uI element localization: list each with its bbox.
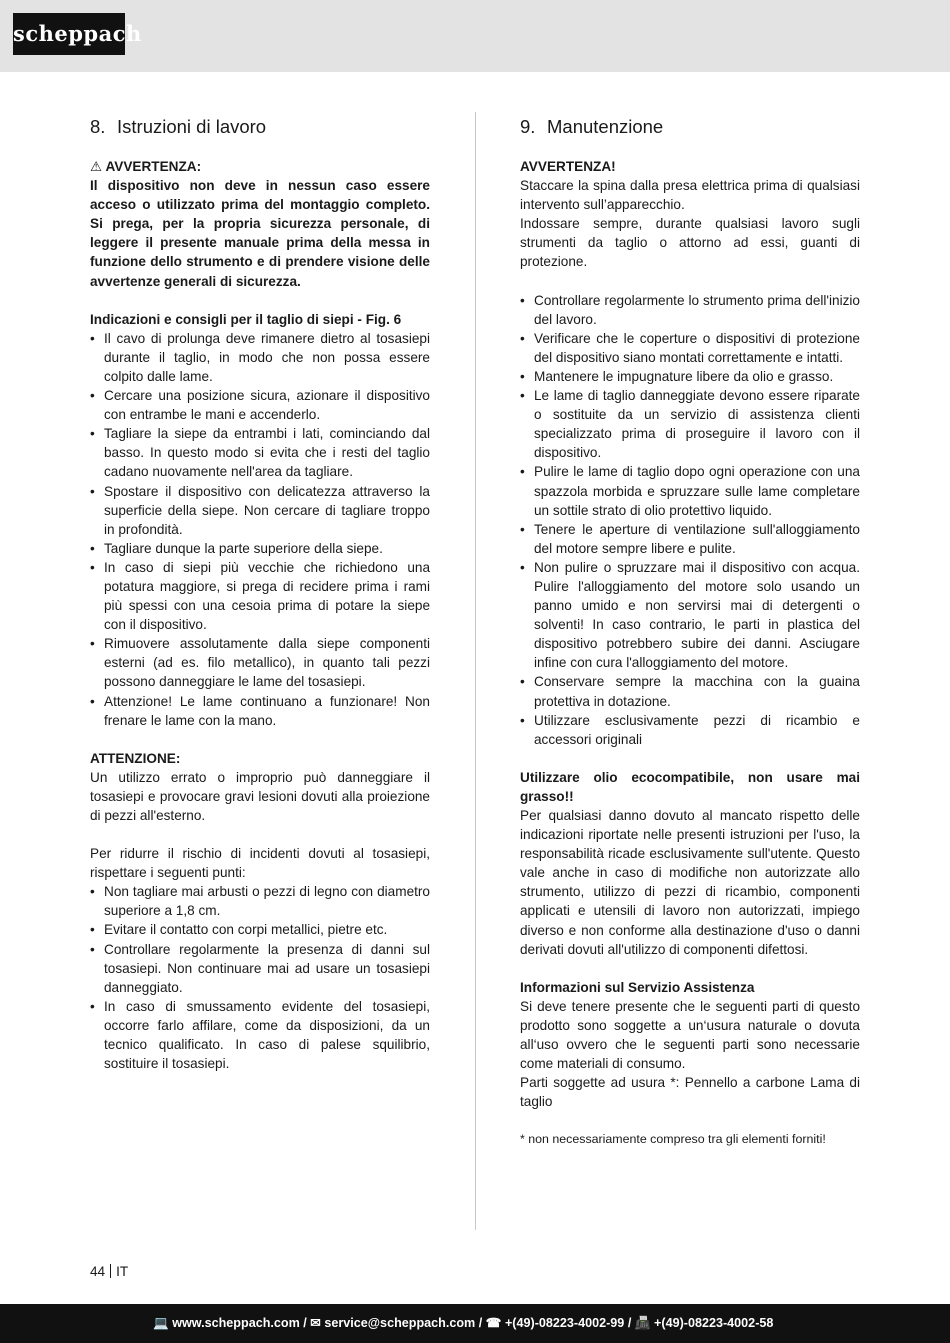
website-link[interactable]: www.scheppach.com bbox=[172, 1316, 300, 1330]
risk-list bbox=[90, 882, 430, 1073]
list-item: • Tagliare dunque la parte superiore della siepe. bbox=[90, 539, 430, 558]
hedge-heading: Indicazioni e consigli per il taglio di siepi - Fig. 6 bbox=[90, 311, 402, 327]
footnote: * non necessariamente compreso tra gli elementi forniti! bbox=[520, 1132, 826, 1147]
attention-heading: ATTENZIONE: bbox=[90, 750, 181, 766]
list-item: • Attenzione! Le lame continuano a funzionare! Non frenare le lame con la mano. bbox=[90, 692, 430, 730]
list-item: • Non tagliare mai arbusti o pezzi di legno con diametro superiore a 1,8 cm. bbox=[90, 882, 430, 920]
page-header bbox=[0, 0, 950, 72]
list-item: • Mantenere le impugnature libere da olio e grasso. bbox=[520, 367, 860, 386]
page-number: 44 IT bbox=[90, 1264, 129, 1279]
section-work-instructions bbox=[90, 116, 430, 1073]
column-divider bbox=[475, 112, 476, 1230]
list-item: • Controllare regolarmente la presenza di danni sul tosasiepi. Non continuare mai ad usare un tosasiepi danneggiato. bbox=[90, 940, 430, 997]
list-item: • Spostare il dispositivo con delicatezza attraverso la superficie della siepe. Non cercare di tagliare troppo in profondità. bbox=[90, 482, 430, 539]
warning-text: Staccare la spina dalla presa elettrica prima di qualsiasi intervento sull’apparecchio. bbox=[520, 178, 860, 213]
email-link[interactable]: service@scheppach.com bbox=[324, 1316, 476, 1330]
phone-icon: ☎ bbox=[485, 1316, 502, 1330]
warning-text: Il dispositivo non deve in nessun caso essere acceso o utilizzato prima del montaggio completo. Si prega, per la propria sicurezza personale, di leggere il presente manuale prima della messa in funzione dello strumento e di prendere visione delle avvertenze generali di sicurezza. bbox=[90, 178, 430, 289]
maintenance-list bbox=[520, 291, 860, 749]
list-item: • Rimuovere assolutamente dalla siepe componenti esterni (ad es. filo metallico), in quanto tali pezzi possono danneggiare le lame del tosasiepi. bbox=[90, 634, 430, 691]
service-heading: Informazioni sul Servizio Assistenza bbox=[520, 979, 755, 995]
list-item: • Le lame di taglio danneggiate devono essere riparate o sostituite da un servizio di assistenza clienti specializzato prima di proseguire il lavoro con il dispositivo. bbox=[520, 386, 860, 462]
wear-parts-text: Parti soggette ad usura *: Pennello a carbone Lama di taglio bbox=[520, 1075, 860, 1110]
scheppach-logo: scheppach bbox=[13, 13, 125, 55]
list-item: • In caso di siepi più vecchie che richiedono una potatura maggiore, si prega di recidere prima i rami più spessi con una cesoia prima di potare la siepe con il dispositivo. bbox=[90, 558, 430, 634]
warning-heading: AVVERTENZA! bbox=[520, 159, 616, 174]
warning-text: Indossare sempre, durante qualsiasi lavoro sugli strumenti da taglio o attorno ad essi, guanti di protezione. bbox=[520, 216, 860, 270]
oil-heading: Utilizzare olio ecocompatibile, non usare mai grasso!! bbox=[520, 769, 860, 804]
list-item: • Cercare una posizione sicura, azionare il dispositivo con entrambe le mani e accenderlo. bbox=[90, 386, 430, 424]
list-item: • Pulire le lame di taglio dopo ogni operazione con una spazzola morbida e spruzzare sulle lame completare un sottile strato di olio protettivo liquido. bbox=[520, 462, 860, 519]
list-item: • Controllare regolarmente lo strumento prima dell'inizio del lavoro. bbox=[520, 291, 860, 329]
list-item: • Non pulire o spruzzare mai il dispositivo con acqua. Pulire l'alloggiamento del motore solo usando un panno umido e non servirsi mai di detergenti o solventi! In caso contrario, le parti in plastica del dispositivo potrebbero subire dei danni. Asciugare infine con cura l'alloggiamento del motore. bbox=[520, 558, 860, 673]
warning-heading: ⚠ AVVERTENZA: bbox=[90, 159, 202, 174]
list-item: • Il cavo di prolunga deve rimanere dietro al tosasiepi durante il taglio, in modo che non possa essere colpito dalle lame. bbox=[90, 329, 430, 386]
risk-intro: Per ridurre il rischio di incidenti dovuti al tosasiepi, rispettare i seguenti punti: bbox=[90, 846, 430, 881]
warning-icon: ⚠ bbox=[90, 159, 103, 174]
computer-icon: 💻 bbox=[153, 1316, 169, 1330]
list-item: • Evitare il contatto con corpi metallici, pietre etc. bbox=[90, 920, 430, 939]
list-item: • Conservare sempre la macchina con la guaina protettiva in dotazione. bbox=[520, 672, 860, 710]
list-item: • Verificare che le coperture o dispositivi di protezione del dispositivo siano montati correttamente e intatti. bbox=[520, 329, 860, 367]
list-item: • Tenere le aperture di ventilazione sull'alloggiamento del motore sempre libere e pulite. bbox=[520, 520, 860, 558]
attention-text: Un utilizzo errato o improprio può danneggiare il tosasiepi e provocare gravi lesioni dovuti alla proiezione di pezzi all'esterno. bbox=[90, 769, 430, 823]
section-title: 8. Istruzioni di lavoro bbox=[90, 116, 267, 137]
service-text: Si deve tenere presente che le seguenti parti di questo prodotto sono soggette a un‘usura naturale o dovuta all‘uso ovvero che le seguenti parti sono necessarie come materiali di consumo. bbox=[520, 998, 860, 1072]
list-item: • Tagliare la siepe da entrambi i lati, cominciando dal basso. In questo modo si evita che i resti del taglio cadano nuovamente nell'area da tagliare. bbox=[90, 424, 430, 481]
section-maintenance bbox=[520, 116, 860, 1150]
fax-number: +(49)-08223-4002-58 bbox=[654, 1316, 774, 1330]
mail-icon: ✉ bbox=[310, 1316, 321, 1330]
list-item: • In caso di smussamento evidente del tosasiepi, occorre farlo affilare, come da disposizioni, da un tecnico qualificato. In caso di palese squilibrio, sostituire il tosasiepi. bbox=[90, 997, 430, 1073]
list-item: • Utilizzare esclusivamente pezzi di ricambio e accessori originali bbox=[520, 711, 860, 749]
hedge-list bbox=[90, 329, 430, 730]
liability-text: Per qualsiasi danno dovuto al mancato rispetto delle indicazioni riportate nelle presenti istruzioni per l'uso, la responsabilità ricade esclusivamente sull'utente. Questo vale anche in caso di modifiche non autorizzate allo strumento, utilizzo di pezzi di ricambio, componenti applicati e utensili di lavoro non autorizzati, impiego diverso e non conforme alla destinazione d'uso o danni derivati dovuti all'utilizzo di componenti difettosi. bbox=[520, 808, 860, 957]
section-title: 9. Manutenzione bbox=[520, 116, 664, 137]
fax-icon: 📠 bbox=[634, 1316, 651, 1330]
contact-footer: 💻 www.scheppach.com / ✉ service@scheppach.com / ☎ +(49)-08223-4002-99 / 📠 +(49)-08223-4002-58 bbox=[0, 1304, 950, 1343]
phone-number: +(49)-08223-4002-99 bbox=[504, 1316, 625, 1330]
